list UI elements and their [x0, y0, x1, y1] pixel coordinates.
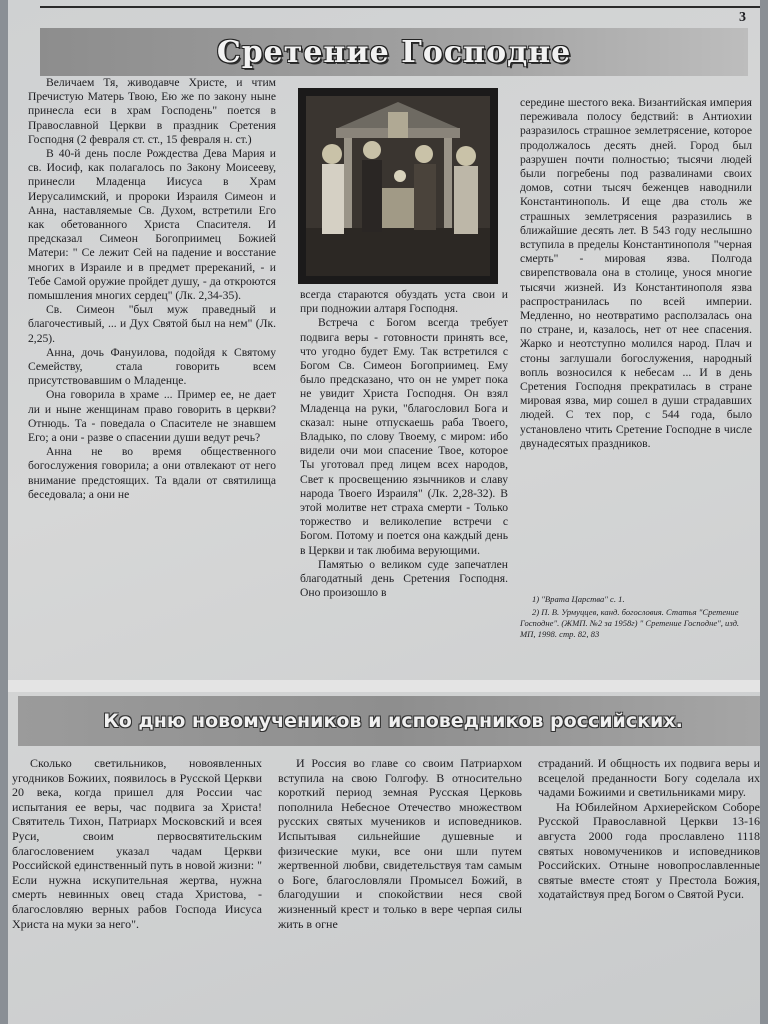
top-rule: [40, 6, 760, 8]
article2-column3: [538, 756, 760, 902]
paragraph: Анна, дочь Фануилова, подойдя к Святому Семейству, стала говорить всем присутствовавшим о Младенце.: [28, 345, 276, 388]
footnotes: [520, 594, 756, 642]
paragraph: Анна не во время общественного богослужения говорила; а они отвлекают от него внимание предстоящих. Та вдали от святилища беседовала; а они не: [28, 445, 276, 501]
article2-column2: [278, 756, 522, 931]
newspaper-page: [8, 0, 760, 1024]
presentation-icon-image: [298, 88, 498, 284]
article1-column1: [28, 76, 276, 502]
article1-column3: [520, 96, 752, 451]
paragraph: Памятью о великом суде запечатлен благодатный день Сретения Господня. Оно произошло в: [300, 557, 508, 600]
section2-title: Ко дню новомучеников и исповедников российских.: [103, 710, 683, 732]
paragraph: страданий. И общность их подвига веры и всецелой преданности Богу соделала их чадами Божиими и светильниками миру.: [538, 756, 760, 800]
paragraph: Величаем Тя, живодавче Христе, и чтим Пречистую Матерь Твою, Ею же по закону ныне принесла еси в храм Господень" поется в Православной Церкви в праздник Сретения Господня (2 февраля ст. ст., 15 февраля н. ст.): [28, 76, 276, 146]
paragraph: В 40-й день после Рождества Дева Мария и св. Иосиф, как полагалось по Закону Моисееву, принесли Младенца Иисуса в Храм Иерусалимский, и пророки Израиля Симеон и Анна, наставляемые Св. Духом, встретили Его как обетованного Христа Спасителя. И предсказал Симеон Богоприимец Божией Матери: " Се лежит Сей на падение и восстание многих в Израиле и в предмет пререканий, - и Тебе Самой оружие пройдет душу, - да откроются помышления многих сердец" (Лк. 2,34-35).: [28, 147, 276, 303]
paragraph: Св. Симеон "был муж праведный и благочестивый, ... и Дух Святой был на нем" (Лк. 2,25).: [28, 303, 276, 345]
section2-banner: [18, 696, 760, 746]
paragraph: Встреча с Богом всегда требует подвига веры - готовности принять все, что угодно будет Ему. Так встретился с Богом Св. Симеон Богоприимец. Ему было предсказано, что он не умрет пока не увидит Христа Господня. Он взял Младенца на руки, "благословил Бога и сказал: ныне отпускаешь раба Твоего, Владыко, по слову Твоему, с миром: ибо видели очи мои спасение Твое, которое Ты уготовал пред лицем всех народов, Свет к просвещению язычников и славу народа Твоего Израиля" (Лк. 2,28-32). В этой молитве нет страха смерти - Только торжество и великолепие встречи с Богом. Потому и поется она каждый день в Церкви и так любима верующими.: [300, 316, 508, 557]
footnote: 1) "Врата Царства" с. 1.: [532, 594, 625, 604]
paragraph: всегда стараются обуздать уста свои и при подножии алтаря Господня.: [300, 288, 508, 316]
section-divider: [8, 680, 760, 692]
page-number: 3: [739, 10, 746, 25]
paragraph: На Юбилейном Архиерейском Соборе Русской Православной Церкви 13-16 августа 2000 года прославлено 1118 святых новомучеников и исповедников Российских. Отныне новопрославленные святые вместе стоят у Престола Божия, ходатайствуя пред Богом о Святой Руси.: [538, 799, 760, 902]
header-banner: [40, 28, 748, 76]
footnote: 2) П. В. Урмуццев, канд. богословия. Статья "Сретение Господне". (ЖМП. №2 за 1958г) " Сретение Господне", изд. МП, 1998. стр. 82, 83: [520, 607, 740, 639]
paragraph: середине шестого века. Византийская империя переживала полосу бедствий: в Антиохии разразилось страшное землетрясение, которое продолжалось десять дней. Город был разрушен почти полностью; тысячи людей были погребены под развалинами своих домов, сотни тысяч беженцев наводнили Константинополь. И еще два столь же страшных землетрясения разразились в ближайшие десять лет. В 543 году неслышно вступила в пределы Константинополя "черная смерть" - мировая язва. Полгода свирепствовала она в столице, унося многие тысячи жизней. Из Константинополя язва распространилась по всей империи. Медленно, но неотвратимо расползалась она по стране, и, казалось, нет от нее спасения. Жарко и неотступно молился народ. Плач и стоны заглушали богослужения, народный вопль возносился к небесам ... И в день Сретения Господня прекратилась в стране мировая язва, мир сошел в души страдавших людей. С тех пор, с 544 года, было установлено чтить Сретение Господне в числе двунадесятых праздников.: [520, 96, 752, 450]
icon-illustration: [298, 88, 498, 284]
paragraph: Она говорила в храме ... Пример ее, не дает ли и ныне женщинам право говорить в церкви? Отнюдь. Та - поведала о Спасителе не знавшем Его; а они - разве о спасении души ведут речь?: [28, 388, 276, 445]
paragraph: И Россия во главе со своим Патриархом вступила на свою Голгофу. В относительно короткий период земная Русская Церковь пополнила Небесное Отечество множеством русских святых мучеников и исповедников. Испытывая сильнейшие душевные и физические муки, все они шли путем жертвенной любви, свидетельствуя там самым о Боге, благословляли Промысел Божий, в благодушии и спокойствии неся свой жизненный крест и только в вере черпая силы жить в огне: [278, 756, 522, 931]
article1-column2: [300, 288, 508, 600]
article-title: Сретение Господне: [216, 34, 572, 70]
article2-column1: [12, 756, 262, 931]
paragraph: Сколько светильников, новоявленных угодников Божиих, появилось в Русской Церкви 20 века, когда пришел для России час испытания ее веры, час подвига за Христа! Святитель Тихон, Патриарх Московский и всея Руси, своим первосвятительским благословением указал чадам Церкви Российской единственный путь в новой жизни: " Если нужна искупительная жертва, нужна смерть невинных овец стада Христова, - благословляю верных рабов Господа Иисуса Христа на муки за него".: [12, 756, 262, 931]
